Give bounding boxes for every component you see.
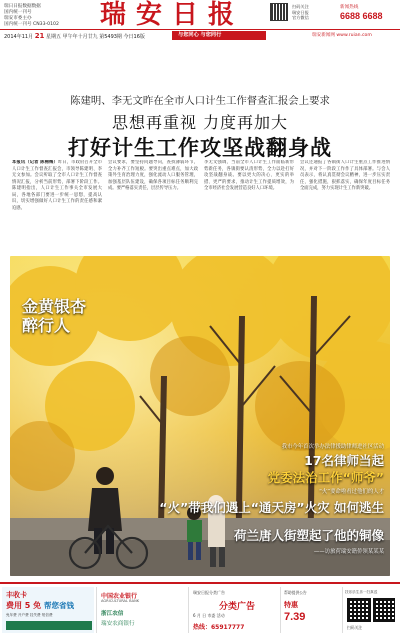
ad-bank-card[interactable]: [2, 587, 94, 633]
slogan-banner: 与您同心 与您同行: [172, 31, 266, 40]
ad-title: 帮助提供公告: [284, 590, 307, 595]
feature-photo[interactable]: [10, 256, 390, 576]
ad-agricultural-bank[interactable]: [96, 587, 186, 633]
teaser-headline[interactable]: 党委法治工作“师爷”: [267, 470, 384, 485]
qr-code-icon: [270, 3, 288, 21]
hotline-label: 新闻热线: [340, 5, 359, 10]
ad-line: 瑞安农商银行: [101, 621, 135, 627]
ad-headline: 特惠: [284, 601, 298, 609]
ad-caption: 扫码关注: [347, 625, 363, 630]
dateline-bar: [0, 29, 400, 40]
issue-date: [4, 32, 145, 40]
newspaper-title: 瑞安日报: [100, 0, 245, 30]
masthead-info-line: 国内统一刊号 CN33-0102: [4, 22, 59, 27]
lead-article: [12, 160, 390, 252]
masthead-info-line: 国内统一刊号: [4, 10, 32, 15]
advertisement-strip: [0, 582, 400, 634]
article-text: 昨日，市政府召开全市人口计生工作督查汇报会，市领导陈建明、李无文参加。会议听取了全市人口计生工作督查情况汇报，分析当前形势，部署下阶段工作。陈建明指出，人口计生工作事关全市发展大局，各地各部门要进一步统一思想，提高认识，切实增强做好人口计生工作的责任感和紧迫感。: [12, 160, 102, 211]
article-column: 会议要求，要坚持问题导向，查找薄弱环节，全力补齐工作短板。要突出重点难点，加大政策外生育治理力度，强化流动人口服务管理，加强基层队伍建设，确保各项目标任务顺利完成。要严格落实责任，层层传导压力。: [108, 160, 198, 191]
article-column: 李无文强调，当前全市人口计生工作面临新形势新任务，各镇街要认清形势，全力以赴打好攻坚战翻身战。要以更大的决心、更实的举措、更严的要求，推动计生工作提质增效，为全市经济社会发展营造良好人口环境。: [204, 160, 294, 191]
ad-title: 扶乐乐生乐一扫真送: [345, 590, 378, 594]
article-column: 会议还通报了各镇街人口计生重点工作推进情况，并对下一阶段工作作了具体部署。与会人员表示，将认真贯彻会议精神，进一步压实责任，强化措施，狠抓落实，确保年度目标任务全面完成，努力实现计生工作新突破。: [300, 160, 390, 191]
ad-detail: 6 月 日 市委 活动: [193, 613, 225, 618]
masthead-info-line: 瑞安市委主办: [4, 16, 32, 21]
main-headline[interactable]: 打好计生工作攻坚战翻身战: [68, 136, 332, 160]
ad-promo[interactable]: [280, 587, 340, 633]
ad-subtitle: AGRICULTURAL BANK: [101, 599, 140, 603]
masthead-info: [4, 4, 74, 28]
ad-slogan: 帮您省钱: [44, 601, 74, 610]
ad-title: 瑞安日报分类广告: [193, 590, 225, 595]
teaser-headline[interactable]: “火”带我们遇上“通天房”火灾 如何逃生: [159, 500, 384, 515]
teaser-subtitle: “火”要命啦看过他们的人才: [319, 489, 384, 495]
qr-caption-line: 瑞安日报: [292, 9, 309, 15]
issue-month: 2014年11月: [4, 34, 34, 40]
teaser-headline[interactable]: 17名律师当起: [304, 453, 384, 468]
article-column: [12, 160, 102, 252]
article-byline: 本报讯（记者 陈棉梅）: [12, 160, 58, 165]
qr-code-icon: [347, 598, 371, 622]
ad-headline: 分类广告: [219, 602, 256, 612]
ad-title: 丰收卡: [6, 591, 27, 599]
photo-caption-title: 醉行人: [22, 316, 71, 335]
headline-kicker: 陈建明、李无文昨在全市人口计生工作督查汇报会上要求: [70, 95, 330, 107]
teaser-headline[interactable]: 荷兰唐人街塑起了他的铜像: [233, 528, 384, 543]
headline-subhead: 思想再重视 力度再加大: [111, 113, 289, 132]
teaser-subtitle: 我市今年首次举办法律援助律师进社区活动: [281, 444, 384, 450]
masthead-info-line: 瑞日日报数据数据: [4, 4, 41, 9]
issue-details: 星期五 甲午年十月廿九 第5493期 今日16版: [46, 34, 145, 40]
ad-classified[interactable]: [188, 587, 278, 633]
masthead: [0, 0, 400, 28]
hotline-number: 6688 6688: [340, 11, 383, 21]
qr-caption-line: 官方微信: [292, 15, 309, 21]
qr-code-icon: [373, 598, 395, 622]
ad-qr-scan[interactable]: [342, 587, 398, 633]
ad-line: 浙江农信: [101, 611, 124, 617]
issue-day: 21: [34, 32, 45, 40]
photo-caption-title: 金黄银杏: [22, 297, 87, 316]
ad-hotline: 热线：65917777: [193, 624, 245, 631]
ad-price: 7.39: [284, 611, 306, 623]
ad-title: 中国农业银行: [101, 593, 138, 600]
website-link[interactable]: 瑞安新闻网 www.ruian.com: [312, 33, 372, 38]
teaser-subtitle: ——访旅荷瑞安籍侨领某某某: [313, 549, 384, 555]
ad-footer-bar: [6, 621, 92, 630]
qr-caption-line: 扫码关注: [292, 4, 309, 9]
ad-headline: 费用 5 免: [6, 601, 42, 610]
ad-detail: 免年费 开户费 挂失费 短信费: [6, 613, 53, 617]
qr-caption: [292, 4, 332, 21]
